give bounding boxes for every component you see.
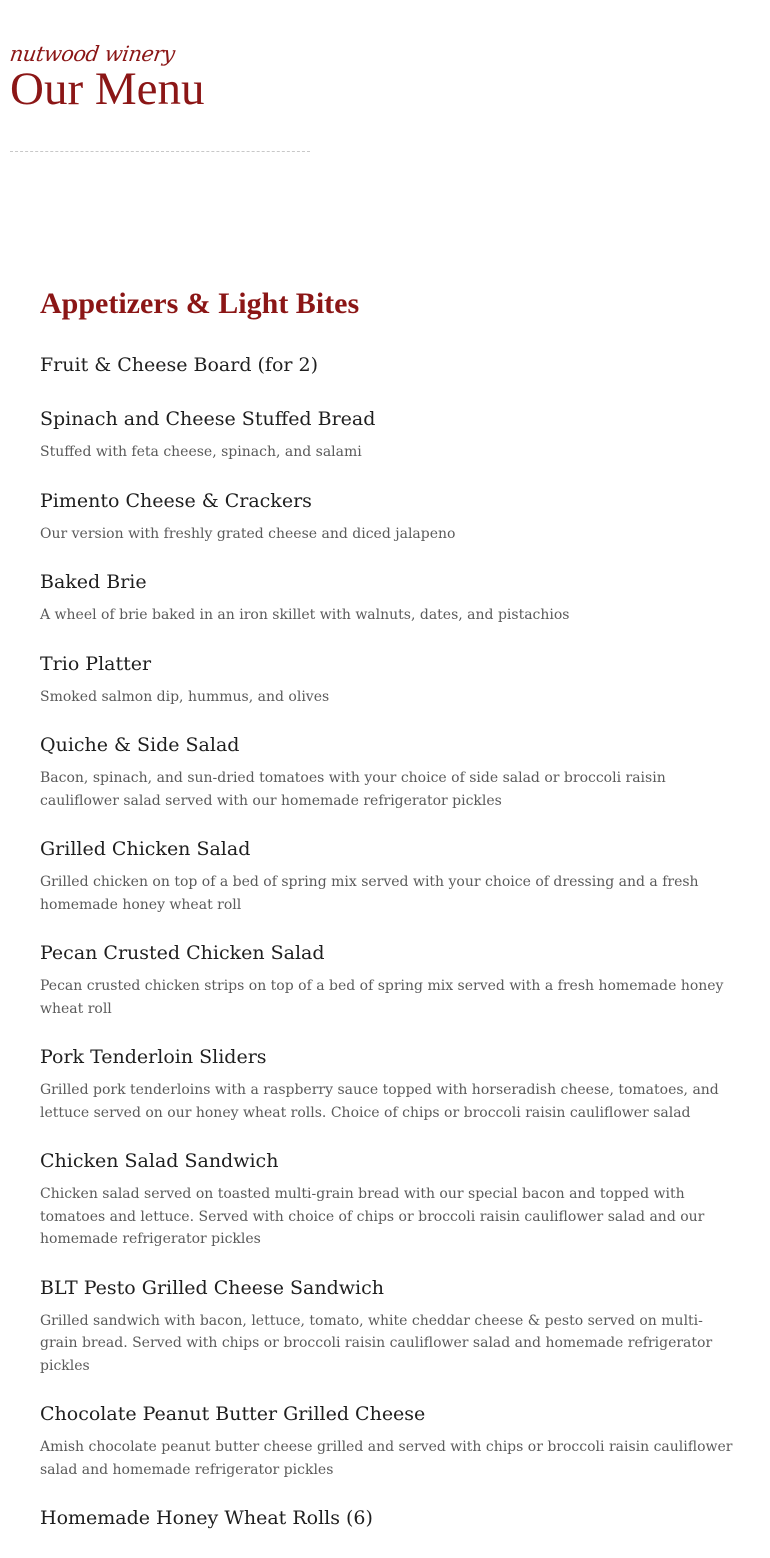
menu-item [40, 351, 740, 379]
menu-item [40, 1274, 740, 1378]
menu-item-name: Pecan Crusted Chicken Salad [40, 942, 325, 964]
menu-item-name: Fruit & Cheese Board (for 2) [40, 354, 319, 376]
menu-item-name: Quiche & Side Salad [40, 734, 240, 756]
menu-item-description: Pecan crusted chicken strips on top of a bed of spring mix served with a fresh homemade honey wheat roll [40, 978, 724, 1017]
menu-item-name: Chicken Salad Sandwich [40, 1150, 279, 1172]
menu-item [40, 1504, 740, 1532]
menu-item-name: BLT Pesto Grilled Cheese Sandwich [40, 1276, 384, 1299]
header [10, 40, 310, 114]
menu-item-name: Pork Tenderloin Sliders [40, 1046, 267, 1068]
menu-item [40, 1043, 740, 1124]
menu-item-name: Spinach and Cheese Stuffed Bread [40, 408, 376, 430]
menu-item-name: Trio Platter [40, 652, 152, 675]
menu-item-name: Homemade Honey Wheat Rolls (6) [40, 1507, 373, 1529]
menu-item-description: Smoked salmon dip, hummus, and olives [40, 688, 330, 705]
menu-item [40, 650, 740, 709]
menu-item [40, 1147, 740, 1251]
menu-item [40, 405, 740, 464]
menu-item [40, 731, 740, 812]
menu-section-appetizers [40, 286, 740, 1558]
menu-item-description: Our version with freshly grated cheese and diced jalapeno [40, 525, 456, 542]
menu-item [40, 1400, 740, 1481]
menu-item-description: Grilled sandwich with bacon, lettuce, tomato, white cheddar cheese & pesto served on multi-grain bread. Served with chips or broccoli raisin cauliflower salad and homemade refrigerator pickles [40, 1312, 713, 1374]
menu-item-description: Amish chocolate peanut butter cheese grilled and served with chips or broccoli raisin cauliflower salad and homemade refrigerator pickles [40, 1439, 733, 1478]
menu-item [40, 568, 740, 627]
menu-item-description: Chicken salad served on toasted multi-grain bread with our special bacon and topped with tomatoes and lettuce. Served with choice of chips or broccoli raisin cauliflower salad and our homemade refrigerator pickles [40, 1186, 705, 1247]
page-title: Our Menu [10, 63, 205, 115]
brand-name: nutwood winery [8, 42, 177, 66]
menu-item-description: A wheel of brie baked in an iron skillet with walnuts, dates, and pistachios [40, 607, 570, 623]
section-title: Appetizers & Light Bites [40, 287, 360, 320]
menu-item-name: Grilled Chicken Salad [40, 838, 251, 860]
menu-item [40, 835, 740, 916]
menu-item-name: Baked Brie [40, 571, 147, 593]
menu-item [40, 487, 740, 546]
menu-item-name: Chocolate Peanut Butter Grilled Cheese [40, 1403, 426, 1425]
menu-item-description: Grilled pork tenderloins with a raspberry sauce topped with horseradish cheese, tomatoes, and lettuce served on our honey wheat rolls. Choice of chips or broccoli raisin cauliflower salad [40, 1082, 719, 1121]
menu-item-description: Stuffed with feta cheese, spinach, and salami [40, 444, 362, 460]
menu-item [40, 939, 740, 1020]
menu-item-name: Pimento Cheese & Crackers [40, 489, 312, 512]
menu-item-description: Bacon, spinach, and sun-dried tomatoes with your choice of side salad or broccoli raisin cauliflower salad served with our homemade refrigerator pickles [40, 770, 666, 809]
header-divider [10, 151, 310, 152]
menu-item-description: Grilled chicken on top of a bed of spring mix served with your choice of dressing and a fresh homemade honey wheat roll [40, 874, 699, 913]
